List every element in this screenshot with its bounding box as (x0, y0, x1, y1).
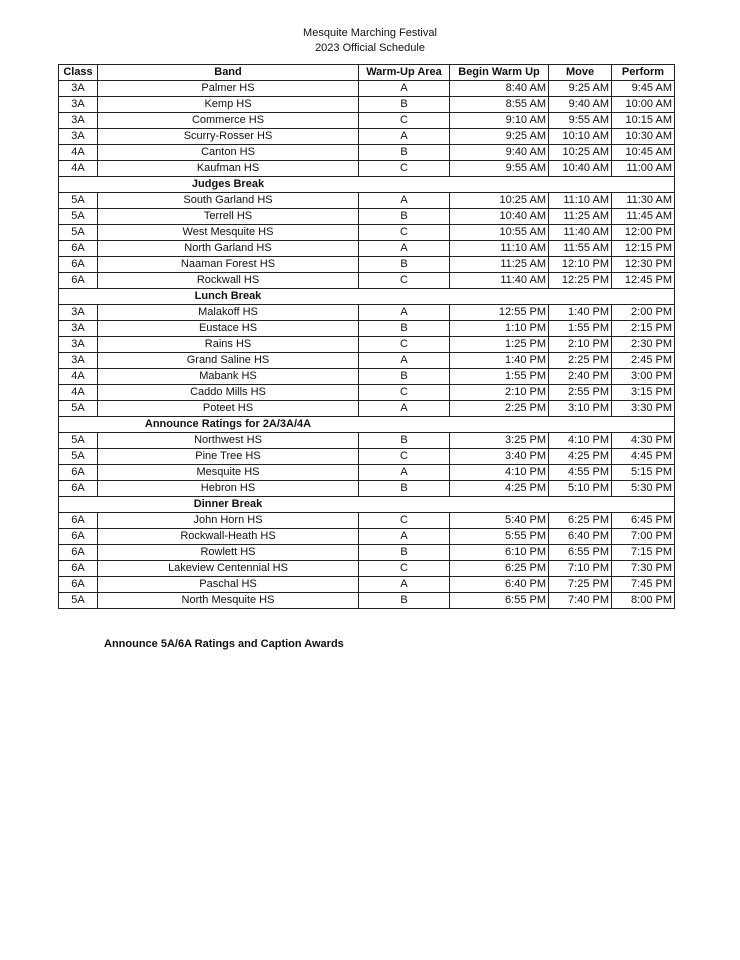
move-time-cell: 6:55 PM (549, 545, 612, 561)
band-cell: West Mesquite HS (98, 225, 359, 241)
perform-time-cell: 12:45 PM (612, 273, 675, 289)
begin-warm-up-cell: 3:40 PM (450, 449, 549, 465)
move-time-cell: 12:10 PM (549, 257, 612, 273)
break-spacer (59, 177, 98, 193)
perform-time-cell: 8:00 PM (612, 593, 675, 609)
class-cell: 6A (59, 513, 98, 529)
band-cell: Scurry-Rosser HS (98, 129, 359, 145)
warmup-area-cell: B (359, 97, 450, 113)
perform-time-cell: 4:30 PM (612, 433, 675, 449)
schedule-row (59, 273, 675, 289)
break-row (59, 289, 675, 305)
warmup-area-cell: C (359, 225, 450, 241)
move-time-cell: 2:25 PM (549, 353, 612, 369)
perform-time-cell: 2:15 PM (612, 321, 675, 337)
warmup-area-cell: B (359, 369, 450, 385)
break-spacer (359, 289, 675, 305)
begin-warm-up-cell: 2:10 PM (450, 385, 549, 401)
col-header-move: Move (549, 65, 612, 81)
schedule-row (59, 353, 675, 369)
class-cell: 4A (59, 385, 98, 401)
band-cell: Eustace HS (98, 321, 359, 337)
warmup-area-cell: B (359, 481, 450, 497)
perform-time-cell: 10:00 AM (612, 97, 675, 113)
class-cell: 6A (59, 545, 98, 561)
schedule-row (59, 305, 675, 321)
move-time-cell: 2:55 PM (549, 385, 612, 401)
begin-warm-up-cell: 5:40 PM (450, 513, 549, 529)
move-time-cell: 11:25 AM (549, 209, 612, 225)
perform-time-cell: 2:30 PM (612, 337, 675, 353)
class-cell: 4A (59, 161, 98, 177)
begin-warm-up-cell: 1:25 PM (450, 337, 549, 353)
begin-warm-up-cell: 10:40 AM (450, 209, 549, 225)
schedule-row (59, 513, 675, 529)
move-time-cell: 11:55 AM (549, 241, 612, 257)
begin-warm-up-cell: 11:25 AM (450, 257, 549, 273)
band-cell: Paschal HS (98, 577, 359, 593)
break-spacer (59, 289, 98, 305)
col-header-warmup-area: Warm-Up Area (359, 65, 450, 81)
move-time-cell: 4:10 PM (549, 433, 612, 449)
schedule-row (59, 481, 675, 497)
begin-warm-up-cell: 9:40 AM (450, 145, 549, 161)
class-cell: 6A (59, 529, 98, 545)
perform-time-cell: 12:15 PM (612, 241, 675, 257)
warmup-area-cell: C (359, 161, 450, 177)
begin-warm-up-cell: 1:55 PM (450, 369, 549, 385)
warmup-area-cell: C (359, 449, 450, 465)
move-time-cell: 6:40 PM (549, 529, 612, 545)
warmup-area-cell: B (359, 593, 450, 609)
begin-warm-up-cell: 2:25 PM (450, 401, 549, 417)
perform-time-cell: 2:45 PM (612, 353, 675, 369)
warmup-area-cell: C (359, 513, 450, 529)
schedule-row (59, 465, 675, 481)
document-subtitle: 2023 Official Schedule (315, 42, 425, 54)
band-cell: Hebron HS (98, 481, 359, 497)
begin-warm-up-cell: 11:10 AM (450, 241, 549, 257)
perform-time-cell: 3:30 PM (612, 401, 675, 417)
begin-warm-up-cell: 6:10 PM (450, 545, 549, 561)
class-cell: 6A (59, 561, 98, 577)
warmup-area-cell: C (359, 385, 450, 401)
schedule-row (59, 385, 675, 401)
perform-time-cell: 6:45 PM (612, 513, 675, 529)
begin-warm-up-cell: 9:25 AM (450, 129, 549, 145)
band-cell: Lakeview Centennial HS (98, 561, 359, 577)
schedule-row (59, 225, 675, 241)
perform-time-cell: 7:45 PM (612, 577, 675, 593)
warmup-area-cell: A (359, 577, 450, 593)
break-spacer (359, 497, 675, 513)
schedule-row (59, 593, 675, 609)
band-cell: North Garland HS (98, 241, 359, 257)
band-cell: Kaufman HS (98, 161, 359, 177)
band-cell: South Garland HS (98, 193, 359, 209)
perform-time-cell: 12:00 PM (612, 225, 675, 241)
move-time-cell: 3:10 PM (549, 401, 612, 417)
warmup-area-cell: A (359, 465, 450, 481)
break-row (59, 177, 675, 193)
perform-time-cell: 7:00 PM (612, 529, 675, 545)
break-label: Judges Break (98, 177, 359, 193)
band-cell: John Horn HS (98, 513, 359, 529)
perform-time-cell: 11:00 AM (612, 161, 675, 177)
move-time-cell: 1:40 PM (549, 305, 612, 321)
band-cell: Rockwall HS (98, 273, 359, 289)
band-cell: Pine Tree HS (98, 449, 359, 465)
band-cell: Kemp HS (98, 97, 359, 113)
schedule-table (58, 64, 675, 609)
class-cell: 5A (59, 193, 98, 209)
class-cell: 5A (59, 593, 98, 609)
break-label: Dinner Break (98, 497, 359, 513)
class-cell: 5A (59, 433, 98, 449)
break-row (59, 497, 675, 513)
col-header-class: Class (59, 65, 98, 81)
move-time-cell: 9:55 AM (549, 113, 612, 129)
schedule-row (59, 113, 675, 129)
schedule-row (59, 257, 675, 273)
move-time-cell: 7:25 PM (549, 577, 612, 593)
closing-announcement: Announce 5A/6A Ratings and Caption Awards (104, 638, 344, 650)
break-label: Announce Ratings for 2A/3A/4A (98, 417, 359, 433)
class-cell: 3A (59, 337, 98, 353)
schedule-row (59, 161, 675, 177)
move-time-cell: 2:10 PM (549, 337, 612, 353)
schedule-row (59, 145, 675, 161)
break-spacer (359, 417, 675, 433)
band-cell: Grand Saline HS (98, 353, 359, 369)
move-time-cell: 10:25 AM (549, 145, 612, 161)
begin-warm-up-cell: 8:40 AM (450, 81, 549, 97)
band-cell: Caddo Mills HS (98, 385, 359, 401)
schedule-row (59, 529, 675, 545)
col-header-band: Band (98, 65, 359, 81)
move-time-cell: 11:10 AM (549, 193, 612, 209)
class-cell: 6A (59, 481, 98, 497)
warmup-area-cell: B (359, 321, 450, 337)
document-header (0, 26, 740, 56)
warmup-area-cell: A (359, 241, 450, 257)
warmup-area-cell: B (359, 209, 450, 225)
class-cell: 3A (59, 321, 98, 337)
class-cell: 4A (59, 369, 98, 385)
break-spacer (59, 417, 98, 433)
perform-time-cell: 10:30 AM (612, 129, 675, 145)
class-cell: 6A (59, 465, 98, 481)
perform-time-cell: 10:45 AM (612, 145, 675, 161)
begin-warm-up-cell: 10:55 AM (450, 225, 549, 241)
warmup-area-cell: C (359, 561, 450, 577)
class-cell: 3A (59, 353, 98, 369)
class-cell: 5A (59, 401, 98, 417)
warmup-area-cell: B (359, 257, 450, 273)
move-time-cell: 12:25 PM (549, 273, 612, 289)
begin-warm-up-cell: 12:55 PM (450, 305, 549, 321)
begin-warm-up-cell: 6:55 PM (450, 593, 549, 609)
schedule-row (59, 369, 675, 385)
warmup-area-cell: B (359, 145, 450, 161)
warmup-area-cell: A (359, 401, 450, 417)
begin-warm-up-cell: 6:25 PM (450, 561, 549, 577)
band-cell: Poteet HS (98, 401, 359, 417)
class-cell: 3A (59, 81, 98, 97)
band-cell: Rockwall-Heath HS (98, 529, 359, 545)
band-cell: Canton HS (98, 145, 359, 161)
move-time-cell: 4:25 PM (549, 449, 612, 465)
band-cell: Mesquite HS (98, 465, 359, 481)
begin-warm-up-cell: 11:40 AM (450, 273, 549, 289)
schedule-row (59, 321, 675, 337)
warmup-area-cell: A (359, 353, 450, 369)
move-time-cell: 4:55 PM (549, 465, 612, 481)
begin-warm-up-cell: 9:55 AM (450, 161, 549, 177)
warmup-area-cell: A (359, 129, 450, 145)
band-cell: Terrell HS (98, 209, 359, 225)
class-cell: 4A (59, 145, 98, 161)
move-time-cell: 2:40 PM (549, 369, 612, 385)
class-cell: 3A (59, 305, 98, 321)
band-cell: Rains HS (98, 337, 359, 353)
break-label: Lunch Break (98, 289, 359, 305)
perform-time-cell: 5:15 PM (612, 465, 675, 481)
schedule-row (59, 401, 675, 417)
begin-warm-up-cell: 9:10 AM (450, 113, 549, 129)
break-spacer (59, 497, 98, 513)
band-cell: Mabank HS (98, 369, 359, 385)
perform-time-cell: 5:30 PM (612, 481, 675, 497)
perform-time-cell: 9:45 AM (612, 81, 675, 97)
begin-warm-up-cell: 6:40 PM (450, 577, 549, 593)
move-time-cell: 7:40 PM (549, 593, 612, 609)
move-time-cell: 11:40 AM (549, 225, 612, 241)
perform-time-cell: 2:00 PM (612, 305, 675, 321)
perform-time-cell: 11:30 AM (612, 193, 675, 209)
col-header-begin-warm-up: Begin Warm Up (450, 65, 549, 81)
perform-time-cell: 3:15 PM (612, 385, 675, 401)
begin-warm-up-cell: 10:25 AM (450, 193, 549, 209)
warmup-area-cell: C (359, 337, 450, 353)
break-row (59, 417, 675, 433)
schedule-row (59, 577, 675, 593)
band-cell: Commerce HS (98, 113, 359, 129)
move-time-cell: 6:25 PM (549, 513, 612, 529)
perform-time-cell: 7:30 PM (612, 561, 675, 577)
begin-warm-up-cell: 1:40 PM (450, 353, 549, 369)
move-time-cell: 7:10 PM (549, 561, 612, 577)
perform-time-cell: 4:45 PM (612, 449, 675, 465)
move-time-cell: 10:40 AM (549, 161, 612, 177)
begin-warm-up-cell: 3:25 PM (450, 433, 549, 449)
begin-warm-up-cell: 5:55 PM (450, 529, 549, 545)
break-spacer (359, 177, 675, 193)
schedule-row (59, 561, 675, 577)
warmup-area-cell: A (359, 193, 450, 209)
class-cell: 5A (59, 209, 98, 225)
schedule-row (59, 209, 675, 225)
warmup-area-cell: A (359, 305, 450, 321)
perform-time-cell: 11:45 AM (612, 209, 675, 225)
perform-time-cell: 7:15 PM (612, 545, 675, 561)
class-cell: 6A (59, 241, 98, 257)
class-cell: 3A (59, 97, 98, 113)
class-cell: 3A (59, 113, 98, 129)
move-time-cell: 1:55 PM (549, 321, 612, 337)
schedule-row (59, 449, 675, 465)
move-time-cell: 9:25 AM (549, 81, 612, 97)
band-cell: Malakoff HS (98, 305, 359, 321)
perform-time-cell: 3:00 PM (612, 369, 675, 385)
class-cell: 6A (59, 273, 98, 289)
document-title: Mesquite Marching Festival (303, 27, 437, 39)
begin-warm-up-cell: 1:10 PM (450, 321, 549, 337)
band-cell: North Mesquite HS (98, 593, 359, 609)
schedule-row (59, 545, 675, 561)
begin-warm-up-cell: 8:55 AM (450, 97, 549, 113)
band-cell: Rowlett HS (98, 545, 359, 561)
warmup-area-cell: A (359, 81, 450, 97)
perform-time-cell: 12:30 PM (612, 257, 675, 273)
begin-warm-up-cell: 4:25 PM (450, 481, 549, 497)
warmup-area-cell: C (359, 113, 450, 129)
schedule-row (59, 433, 675, 449)
move-time-cell: 9:40 AM (549, 97, 612, 113)
band-cell: Palmer HS (98, 81, 359, 97)
schedule-row (59, 337, 675, 353)
schedule-row (59, 193, 675, 209)
schedule-row (59, 129, 675, 145)
band-cell: Naaman Forest HS (98, 257, 359, 273)
begin-warm-up-cell: 4:10 PM (450, 465, 549, 481)
perform-time-cell: 10:15 AM (612, 113, 675, 129)
band-cell: Northwest HS (98, 433, 359, 449)
class-cell: 5A (59, 449, 98, 465)
warmup-area-cell: B (359, 433, 450, 449)
col-header-perform: Perform (612, 65, 675, 81)
move-time-cell: 10:10 AM (549, 129, 612, 145)
warmup-area-cell: B (359, 545, 450, 561)
class-cell: 6A (59, 577, 98, 593)
header-row (59, 65, 675, 81)
move-time-cell: 5:10 PM (549, 481, 612, 497)
warmup-area-cell: C (359, 273, 450, 289)
schedule-row (59, 97, 675, 113)
schedule-row (59, 241, 675, 257)
class-cell: 6A (59, 257, 98, 273)
schedule-body (59, 81, 675, 609)
schedule-row (59, 81, 675, 97)
warmup-area-cell: A (359, 529, 450, 545)
class-cell: 3A (59, 129, 98, 145)
class-cell: 5A (59, 225, 98, 241)
